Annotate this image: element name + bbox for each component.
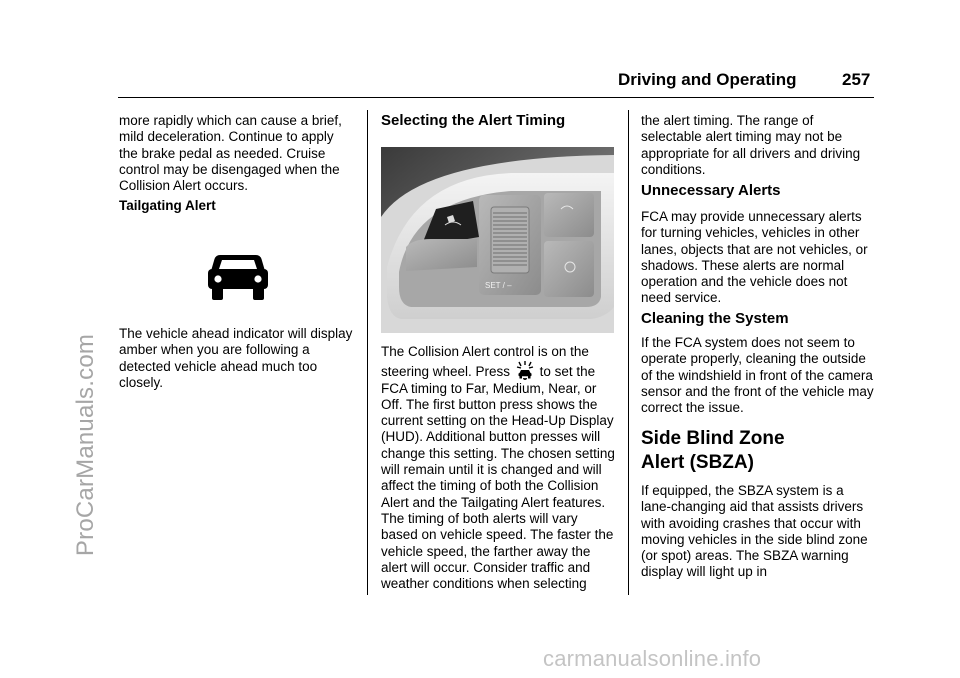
col3-para1: the alert timing. The range of selectable alert timing may not be appropriate for all drivers and driving conditions.	[641, 113, 861, 177]
col3-para4: If equipped, the SBZA system is a lane-changing aid that assists drivers with avoiding crashes that occur with moving vehicles in the side blind zone (or spot) areas. The SBZA warning display will light up in	[641, 483, 868, 580]
side-watermark: ProCarManuals.com	[72, 333, 99, 557]
col1-para2: The vehicle ahead indicator will display amber when you are following a detected vehicle ahead much too closely.	[119, 326, 353, 390]
sbza-heading-line1: Side Blind Zone	[641, 428, 785, 449]
vehicle-ahead-icon	[207, 252, 269, 302]
collision-alert-timing-icon	[515, 360, 535, 380]
col3-para3: If the FCA system does not seem to operate properly, cleaning the outside of the windshield in front of the camera sensor and the front of the vehicle may correct the issue.	[641, 335, 874, 416]
column-divider-2	[628, 110, 629, 595]
column-divider-1	[367, 110, 368, 595]
steering-wheel-controls-photo	[381, 147, 614, 333]
bottom-watermark: carmanualsonline.info	[543, 646, 762, 671]
page-number: 257	[842, 70, 871, 89]
svg-text:SET / –: SET / –	[485, 281, 512, 290]
col2-para-pre: The Collision Alert control is on the steering wheel. Press	[381, 344, 589, 380]
col1-para1: more rapidly which can cause a brief, mild deceleration. Continue to apply the brake pedal as needed. Cruise control may be disengaged when the Collision Alert occurs.	[119, 113, 342, 194]
unnecessary-alerts-heading: Unnecessary Alerts	[641, 182, 781, 199]
section-title: Driving and Operating	[618, 70, 797, 89]
selecting-alert-timing-heading: Selecting the Alert Timing	[381, 112, 566, 129]
sbza-heading-line2: Alert (SBZA)	[641, 452, 754, 473]
header-rule	[118, 97, 874, 98]
col3-para2: FCA may provide unnecessary alerts for turning vehicles, vehicles in other lanes, objects that are not vehicles, or shadows. These alerts are normal operation and the vehicle does not need service.	[641, 209, 868, 306]
col2-paragraph	[381, 344, 618, 592]
tailgating-alert-subheading: Tailgating Alert	[119, 198, 216, 213]
cleaning-system-heading: Cleaning the System	[641, 310, 789, 327]
col2-para-post: to set the FCA timing to Far, Medium, Near, or Off. The first button press shows the current setting on the Head-Up Display (HUD). Additional button presses will change this setting. The chosen setting will remain until it is changed and will affect the timing of both the Collision Alert and the Tailgating Alert features. The timing of both alerts will vary based on vehicle speed. The faster the vehicle speed, the farther away the alert will occur. Consider traffic and weather conditions when selecting	[381, 364, 615, 592]
